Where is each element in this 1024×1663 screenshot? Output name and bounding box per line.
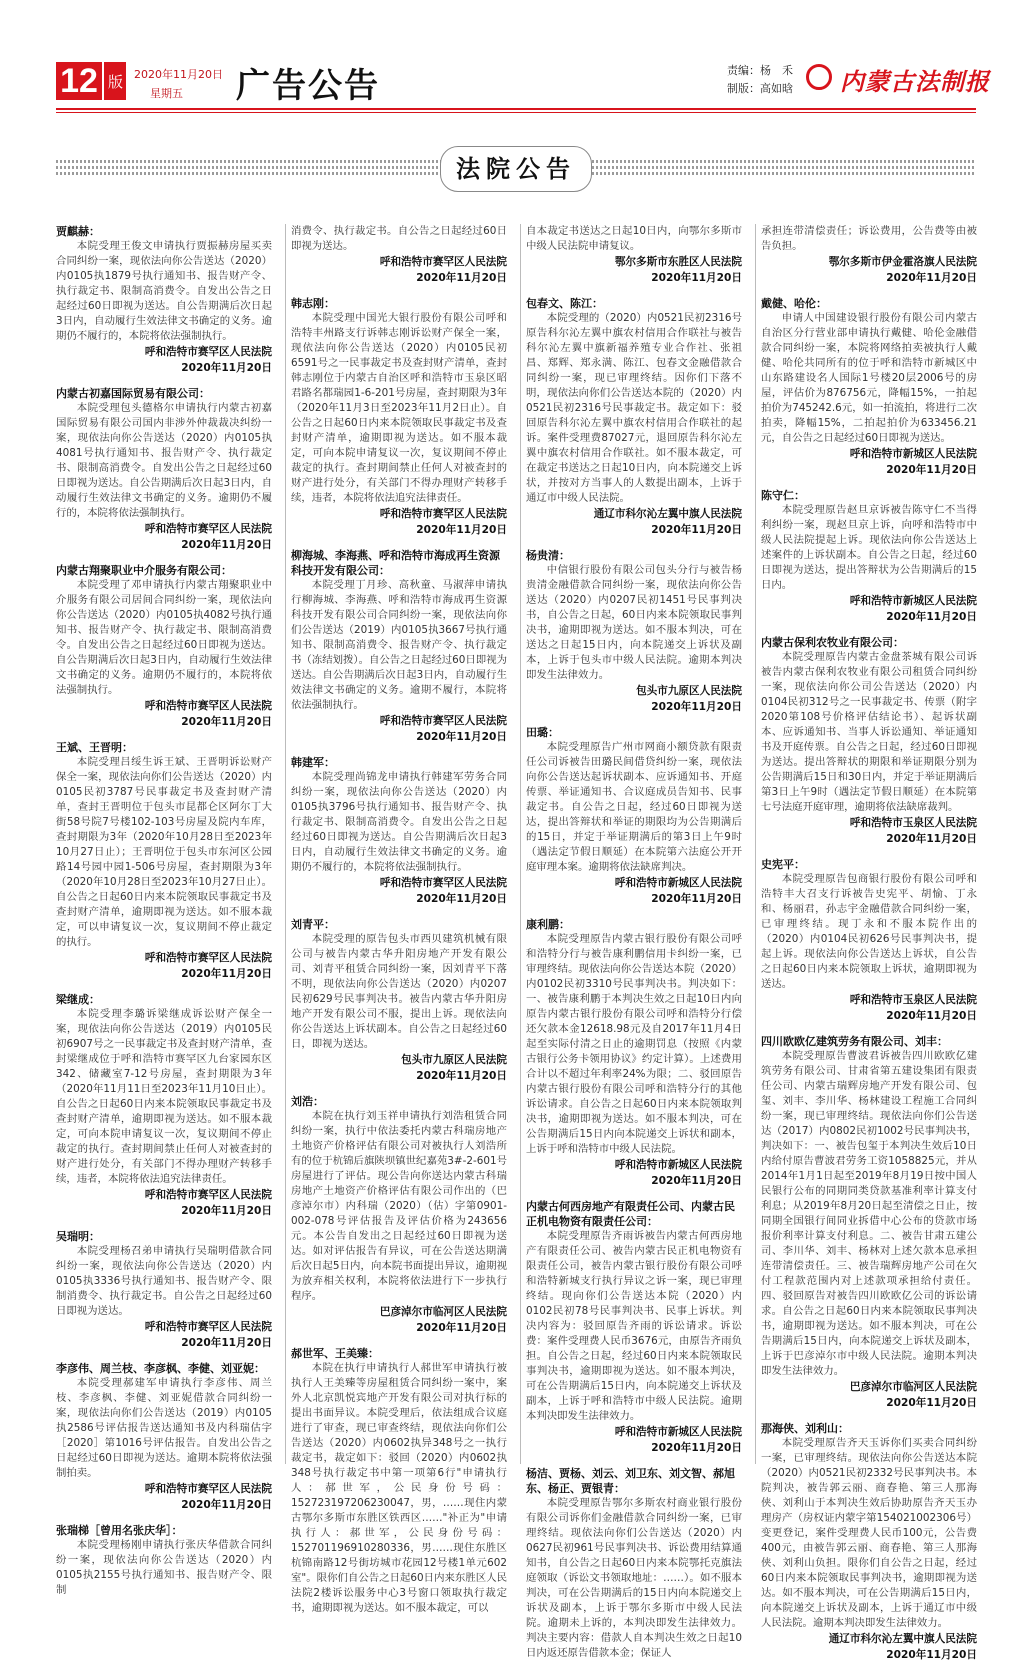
notice-date: 2020年11月20日 bbox=[886, 1649, 977, 1661]
court-notice bbox=[291, 224, 507, 286]
notice-body: 本院受理吕绥生诉王斌、王晋明诉讼财产保全一案，现依法向你们公告送达（2020）内0105民初3787号民事裁定书及查封财产清单，查封王晋明位于包头市昆都仑区阿尔丁大街58号院7号楼102-103号房屋及院内车库，查封期限为3年（2020年10月28日至2023年10月27日止）；王晋明位于包头市东河区公园路14号园中园1-506号房屋，查封期限为3年（2020年10月28日至2023年10月27日止）。自公告之日起60日内来本院领取民事裁定书及查封财产清单，逾期即视为送达。如不服本裁定，可以申请复议一次，复议期间不停止裁定的执行。 bbox=[56, 756, 272, 948]
notice-date: 2020年11月20日 bbox=[181, 362, 272, 374]
notice-party: 内蒙古保利农牧业有限公司： bbox=[761, 636, 904, 649]
court-notice bbox=[291, 755, 507, 907]
notice-body: 本院受理的原告包头市西贝建筑机械有限公司与被告内蒙古华升阳房地产开发有限公司、刘青平租赁合同纠纷一案，因刘青平下落不明，现依法向你公告送达（2020）内0207民初629号民事判决书。被告内蒙古华升阳房地产开发有限公司不服，提出上诉。现依法向你公告送达上诉状副本。自公告之日起经过60日，即视为送达。 bbox=[291, 933, 507, 1050]
notice-body: 本院受理尚锦龙申请执行韩建军劳务合同纠纷一案，现依法向你公告送达（2020）内0105执3796号执行通知书、报告财产令、执行裁定书、限制高消费令。自发出公告之日起经过60日即视为送达。自公告期满后次日起3日内，自动履行生效法律文书确定的义务。逾期仍不履行的，本院将依法强制执行。 bbox=[291, 771, 507, 873]
column-divider bbox=[520, 224, 521, 1464]
notice-date: 2020年11月20日 bbox=[886, 1397, 977, 1409]
court-notice bbox=[56, 224, 272, 376]
notice-court: 包头市九原区人民法院 bbox=[636, 685, 742, 697]
notice-party: 内蒙古何西房地产有限责任公司、内蒙古民正机电物资有限责任公司： bbox=[526, 1200, 735, 1228]
notice-date: 2020年11月20日 bbox=[181, 1205, 272, 1217]
notice-date: 2020年11月20日 bbox=[416, 1322, 507, 1334]
notice-party: 韩建军： bbox=[291, 756, 335, 769]
notice-date: 2020年11月20日 bbox=[651, 524, 742, 536]
notice-date: 2020年11月20日 bbox=[416, 893, 507, 905]
producer-credit: 制版：高如晗 bbox=[727, 82, 793, 95]
notice-body: 本院受理原告内蒙古金盘茶城有限公司诉被告内蒙古保利农牧业有限公司租赁合同纠纷一案，现依法向你公司公告送达（2020）内0104民初312号之一民事裁定书、传票（附字2020第108号价格评估结论书）、起诉状副本、应诉通知书、当事人诉讼通知、举证通知书及开庭传票。自公告之日起，经过60日即视为送达。提出答辩状的期限和举证期限分别为公告期满后15日和30日内，并定于举证期满后第3日上午9时（遇法定节假日顺延）在本院第七号法庭开庭审理，逾期将依法缺席裁判。 bbox=[761, 651, 977, 813]
notice-body: 本院受理中国光大银行股份有限公司呼和浩特丰州路支行诉韩志刚诉讼财产保全一案，现依法向你公告送达（2020）内0105民初6591号之一民事裁定书及查封财产清单，查封韩志刚位于内蒙古自治区呼和浩特市玉泉区昭君路名都瑞园1-6-201号房屋，查封期限为3年（2020年11月3日至2023年11月2日止）。自公告之日起60日内来本院领取民事裁定书及查封财产清单，逾期即视为送达。如不服本裁定，可向本院申请复议一次，复议期间不停止裁定的执行。查封期间禁止任何人对被查封的财产进行处分，有关部门不得办理财产转移手续，违者，本院将依法追究法律责任。 bbox=[291, 312, 507, 504]
notice-party: 戴健、哈伦： bbox=[761, 297, 827, 310]
notice-court: 呼和浩特市新城区人民法院 bbox=[614, 1159, 742, 1171]
court-notice bbox=[291, 296, 507, 538]
notice-court: 鄂尔多斯市伊金霍洛旗人民法院 bbox=[828, 256, 977, 268]
notice-body: 本院在执行申请执行人郝世军申请执行被执行人王美臻等房屋租赁合同纠纷一案中，案外人北京凯悦宾地产开发有限公司对执行标的提出书面异议。本院受理后，依法组成合议庭进行了审查，现已审查终结，现依法向你们公告送达（2020）内0602执异348号之一执行裁定书，裁定如下：驳回（2020）内0602执348号执行裁定书中第一项第6行"申请执行人：郝世军，公民身份号码：152723197206230047，男，……现住内蒙古鄂尔多斯市东胜区铁西区……"补正为"申请执行人：郝世军，公民身份号码：152701196910280336，男……现住东胜区杭锦南路12号街坊城市花园12号楼1单元602室"。限你们自公告之日起60日内来东胜区人民法院2楼诉讼服务中心3号窗口领取执行裁定书，逾期即视为送达。如不服本裁定，可以 bbox=[291, 1362, 507, 1614]
notice-body: 本院受理丁月珍、高秋童、马淑萍申请执行柳海城、李海燕、呼和浩特市海成再生资源科技开发有限公司合同纠纷一案，现依法向你们公告送达（2019）内0105执3667号执行通知书、限制高消费令、报告财产令、执行裁定书（冻结划拨）。自公告之日起经过60日即视为送达。自公告期满后次日起3日内，自动履行生效法律文书确定的义务。逾期不履行，本院将依法强制执行。 bbox=[291, 579, 507, 711]
notice-party: 刘浩： bbox=[291, 1095, 324, 1108]
notice-column-3 bbox=[526, 224, 742, 1659]
notice-party: 贾麒赫： bbox=[56, 225, 100, 238]
court-notice bbox=[526, 548, 742, 715]
notice-body: 本院受理李璐诉梁继成诉讼财产保全一案，现依法向你公告送达（2019）内0105民初6907号之一民事裁定书及查封财产清单，查封梁继成位于呼和浩特市赛罕区九台家园东区342、储藏室7-12号房屋，查封期限为3年（2020年11月11日至2023年11月10日止）。自公告之日起60日内来本院领取民事裁定书及查封财产清单，逾期即视为送达。如不服本裁定，可向本院申请复议一次，复议期间不停止裁定的执行。查封期间禁止任何人对被查封的财产进行处分，有关部门不得办理财产转移手续，违者，本院将依法追究法律责任。 bbox=[56, 1008, 272, 1185]
notice-body: 承担连带清偿责任；诉讼费用，公告费等由被告负担。 bbox=[761, 225, 977, 252]
logo-emblem-icon bbox=[806, 64, 832, 90]
court-notice bbox=[761, 296, 977, 478]
notice-party: 郝世军、王美臻： bbox=[291, 1347, 379, 1360]
editor-credit: 责编：杨 禾 bbox=[727, 64, 793, 77]
court-notice bbox=[291, 1346, 507, 1616]
notice-court: 呼和浩特市新城区人民法院 bbox=[614, 877, 742, 889]
notice-party: 梁继成： bbox=[56, 993, 100, 1006]
notice-body: 本院受理原告广州市网商小额贷款有限责任公司诉被告田璐民间借贷纠纷一案，现依法向你公告送达起诉状副本、应诉通知书、开庭传票、举证通知书、合议庭成员告知书、民事裁定书。自公告之日起，经过60日即视为送达，提出答辩状和举证的期限均为公告期满后的15日，并定于举证期满后的第3日上午9时（遇法定节假日顺延）在本院第六法庭公开开庭审理本案。逾期将依法缺席判决。 bbox=[526, 741, 742, 873]
notice-date: 2020年11月20日 bbox=[416, 272, 507, 284]
notice-body: 本院受理了邓申请执行内蒙古翔聚职业中介服务有限公司居间合同纠纷一案，现依法向你公告送达（2020）内0105执4082号执行通知书、报告财产令、执行裁定书、限制高消费令。自发出公告之日起经过60日即视为送达。自公告期满后次日起3日内，自动履行生效法律文书确定的义务。逾期仍不履行的，本院将依法强制执行。 bbox=[56, 579, 272, 696]
court-notice bbox=[761, 635, 977, 847]
court-notice bbox=[526, 725, 742, 907]
court-notice bbox=[56, 1523, 272, 1598]
column-divider bbox=[285, 224, 286, 1464]
notice-court: 鄂尔多斯市东胜区人民法院 bbox=[614, 256, 742, 268]
court-notice bbox=[761, 1034, 977, 1411]
notice-court: 呼和浩特市玉泉区人民法院 bbox=[849, 994, 977, 1006]
notice-party: 王斌、王晋明： bbox=[56, 741, 133, 754]
notice-date: 2020年11月20日 bbox=[181, 539, 272, 551]
notice-court: 呼和浩特市玉泉区人民法院 bbox=[849, 817, 977, 829]
notice-body: 本院在执行刘玉祥申请执行刘浩租赁合同纠纷一案，执行中依法委托内蒙古科瑞房地产土地资产价格评估有限公司对被执行人刘浩所有的位于杭锦后旗陕坝镇世纪嘉苑3#-2-601号房屋进行了评估。现公告向你送达内蒙古科瑞房地产土地资产价格评估有限公司作出的（巴彦淖尔市）内科瑞（2020）（估）字第0901-002-078号评估报告及评估价格为243656元。本公告自发出之日起经过60日即视为送达。如对评估报告有异议，可在公告送达期满后次日起5日内，向本院书面提出异议，逾期视为放弃相关权利，本院将依法进行下一步执行程序。 bbox=[291, 1110, 507, 1302]
notice-body: 本院受理原告齐雨诉被告内蒙古何西房地产有限责任公司、被告内蒙古民正机电物资有限责任公司，被告内蒙古银行股份有限公司呼和浩特新城支行执行异议之诉一案，现已审理终结。现向你们公告送达本院（2020）内0102民初78号民事判决书、民事上诉状。判决内容为：驳回原告齐雨的诉讼请求。诉讼费：案件受理费人民币3676元，由原告齐雨负担。自公告之日起，经过60日内来本院领取民事判决书，逾期即视为送达。如不服本判决，可在公告期满后15日内，向本院递交上诉状及副本，上诉于呼和浩特市中级人民法院。逾期本判决即发生法律效力。 bbox=[526, 1230, 742, 1422]
notice-party: 包春文、陈江： bbox=[526, 297, 603, 310]
notice-date: 2020年11月20日 bbox=[886, 611, 977, 623]
notice-court: 呼和浩特市赛罕区人民法院 bbox=[379, 508, 507, 520]
court-notice bbox=[526, 917, 742, 1189]
notice-party: 陈守仁： bbox=[761, 489, 805, 502]
notice-party: 李彦伟、周兰枝、李彦枫、李健、刘亚妮： bbox=[56, 1362, 265, 1375]
newspaper-name: 内蒙古法制报 bbox=[840, 67, 990, 96]
newspaper-logo bbox=[806, 60, 991, 94]
notice-party: 吴瑞明： bbox=[56, 1230, 100, 1243]
issue-weekday: 星期五 bbox=[150, 87, 183, 100]
notice-party: 柳海城、李海燕、呼和浩特市海成再生资源科技开发有限公司： bbox=[291, 549, 500, 577]
court-notice bbox=[56, 992, 272, 1219]
notice-date: 2020年11月20日 bbox=[181, 716, 272, 728]
court-notice bbox=[761, 488, 977, 625]
notice-court: 呼和浩特市赛罕区人民法院 bbox=[379, 715, 507, 727]
court-notice bbox=[56, 1361, 272, 1513]
notice-date: 2020年11月20日 bbox=[181, 968, 272, 980]
notice-body: 中信银行股份有限公司包头分行与被告杨贵清金融借款合同纠纷一案，现依法向你公告送达（2020）内0207民初1451号民事判决书，自公告之日起，60日内来本院领取民事判决书，逾期即视为送达。如不服本判决，可在送达之日起15日内，向本院递交上诉状及副本，上诉于包头市中级人民法院。逾期本判决即发生法律效力。 bbox=[526, 564, 742, 681]
court-notice bbox=[291, 917, 507, 1084]
court-notice bbox=[291, 548, 507, 745]
notice-court: 呼和浩特市赛罕区人民法院 bbox=[144, 346, 272, 358]
notice-party: 田璐： bbox=[526, 726, 559, 739]
court-notice bbox=[526, 296, 742, 538]
notice-date: 2020年11月20日 bbox=[181, 1499, 272, 1511]
notice-date: 2020年11月20日 bbox=[886, 464, 977, 476]
court-notice bbox=[56, 740, 272, 982]
notice-body: 本院受理杨召弟申请执行吴瑞明借款合同纠纷一案，现依法向你公告送达（2020）内0105执3336号执行通知书、报告财产令、限制消费令、执行裁定书。自公告之日起经过60日即视为送达。 bbox=[56, 1245, 272, 1317]
court-notice bbox=[526, 1199, 742, 1456]
notice-date: 2020年11月20日 bbox=[416, 1070, 507, 1082]
notice-body: 本院受理的（2020）内0521民初2316号原告科尔沁左翼中旗农村信用合作联社与被告科尔沁左翼中旗新福养殖专业合作社、张祖昌、郑辉、郑永满、陈江、包春文金融借款合同纠纷一案，现已审理终结。因你们下落不明，现依法向你们公告送达本院的（2020）内0521民初2316号民事裁定书。裁定如下：驳回原告科尔沁左翼中旗农村信用合作联社的起诉。案件受理费87027元，退回原告科尔沁左翼中旗农村信用合作联社。如不服本裁定，可在裁定书送达之日起10日内，向本院递交上诉状，并按对方当事人的人数提出副本，上诉于通辽市中级人民法院。 bbox=[526, 312, 742, 504]
notice-court: 包头市九原区人民法院 bbox=[401, 1054, 507, 1066]
notice-court: 呼和浩特市新城区人民法院 bbox=[849, 595, 977, 607]
notice-body: 申请人中国建设银行股份有限公司内蒙古自治区分行营业部申请执行戴健、哈伦金融借款合同纠纷一案，本院将网络拍卖被执行人戴健、哈伦共同所有的位于呼和浩特市新城区中山东路建设名人国际1号楼20层2006号的房屋，评估价为876756元，降幅15%，一拍起拍价为745242.6元，如一拍流拍，将进行二次拍卖，降幅15%，二拍起拍价为633456.21元，自公告之日起经过60日即视为送达。 bbox=[761, 312, 977, 444]
notice-court: 呼和浩特市赛罕区人民法院 bbox=[144, 952, 272, 964]
issue-date: 2020年11月20日 bbox=[134, 68, 223, 81]
court-notice bbox=[761, 224, 977, 286]
notice-column-2 bbox=[291, 224, 507, 1614]
notice-date: 2020年11月20日 bbox=[416, 731, 507, 743]
notice-date: 2020年11月20日 bbox=[651, 272, 742, 284]
notice-body: 本院受理原告赵旦京诉被告陈守仁不当得利纠纷一案，现赵旦京上诉，向呼和浩特市中级人民法院提起上诉。现依法向你公告送达上述案件的上诉状副本。自公告之日起，经过60日即视为送达，提出答辩状为公告期满后的15日内。 bbox=[761, 504, 977, 591]
notice-court: 巴彦淖尔市临河区人民法院 bbox=[849, 1381, 977, 1393]
notice-date: 2020年11月20日 bbox=[886, 272, 977, 284]
notice-party: 杨洁、贾杨、刘云、刘卫东、刘文智、郝旭东、杨正、贾银青： bbox=[526, 1467, 735, 1495]
notice-court: 呼和浩特市赛罕区人民法院 bbox=[144, 1483, 272, 1495]
notice-date: 2020年11月20日 bbox=[651, 1442, 742, 1454]
notice-party: 史宪平： bbox=[761, 858, 805, 871]
notice-date: 2020年11月20日 bbox=[651, 1175, 742, 1187]
notice-court: 呼和浩特市赛罕区人民法院 bbox=[379, 877, 507, 889]
notice-party: 刘青平： bbox=[291, 918, 335, 931]
section-title: 广告公告 bbox=[236, 66, 380, 106]
notice-columns bbox=[56, 224, 977, 1661]
notice-column-1 bbox=[56, 224, 272, 1596]
masthead-rule bbox=[56, 108, 976, 110]
notice-date: 2020年11月20日 bbox=[416, 524, 507, 536]
court-notice bbox=[526, 1466, 742, 1661]
masthead bbox=[0, 0, 1024, 120]
notice-party: 杨贵清： bbox=[526, 549, 570, 562]
notice-court: 巴彦淖尔市临河区人民法院 bbox=[379, 1306, 507, 1318]
notice-date: 2020年11月20日 bbox=[651, 893, 742, 905]
court-notice bbox=[526, 224, 742, 286]
notice-date: 2020年11月20日 bbox=[886, 833, 977, 845]
notice-party: 内蒙古翔聚职业中介服务有限公司： bbox=[56, 564, 232, 577]
notice-body: 本院受理郝建军申请执行李彦伟、周兰枝、李彦枫、李健、刘亚妮借款合同纠纷一案，现依法向你们公告送达（2019）内0105执2586号评估报告送达通知书及内科瑞估字［2020］第1016号评估报告。自发出公告之日起经过60日即视为送达。逾期本院将依法强制拍卖。 bbox=[56, 1377, 272, 1479]
notice-court: 通辽市科尔沁左翼中旗人民法院 bbox=[828, 1633, 977, 1645]
court-notice bbox=[56, 1229, 272, 1351]
notice-date: 2020年11月20日 bbox=[181, 1337, 272, 1349]
notice-body: 本院受理王俊文申请执行贾振赫房屋买卖合同纠纷一案，现依法向你公告送达（2020）内0105执1879号执行通知书、报告财产令、执行裁定书、限制高消费令。自发出公告之日起经过60日即视为送达。自公告期满后次日起3日内，自动履行生效法律文书确定的义务。逾期仍不履行的，本院将依法强制执行。 bbox=[56, 240, 272, 342]
notice-body: 本院受理包头德格尔申请执行内蒙古初嘉国际贸易有限公司国内非涉外仲裁裁决纠纷一案，现依法向你公告送达（2020）内0105执4081号执行通知书、报告财产令、执行裁定书、限制高消费令。自发出公告之日起经过60日即视为送达。自公告期满后次日起3日内，自动履行生效法律文书确定的义务。逾期仍不履行的，本院将依法强制执行。 bbox=[56, 402, 272, 519]
notice-court: 呼和浩特市新城区人民法院 bbox=[614, 1426, 742, 1438]
notice-body: 本院受理原告曹波君诉被告四川欧欧亿建筑劳务有限公司、甘肃省第五建设集团有限责任公司、内蒙古瑞辉房地产开发有限公司、包玺、刘丰、李川华、杨林建设工程施工合同纠纷一案，现已审理终结。现依法向你们公告送达（2017）内0802民初1002号民事判决书，判决如下：一、被告包玺于本判决生效后10日内给付原告曹波君劳务工资1058825元，并从2014年1月1日起至2019年8月19日按中国人民银行公布的同期同类贷款基准利率计算支付利息；从2019年8月20日起至清偿之日止，按同期全国银行间同业拆借中心公布的贷款市场报价利率计算支付利息。二、被告甘肃五建公司、李川华、刘丰、杨林对上述欠款本息承担连带清偿责任。三、被告瑞辉房地产公司在欠付工程款范围内对上述款项承担给付责任。四、驳回原告对被告四川欧欧亿公司的诉讼请求。自公告之日起60日内来本院领取民事判决书，逾期即视为送达。如不服本判决，可在公告期满后15日内，向本院递交上诉状及副本，上诉于巴彦淖尔市中级人民法院。逾期本判决即发生法律效力。 bbox=[761, 1050, 977, 1377]
court-notice bbox=[761, 1421, 977, 1663]
notice-court: 呼和浩特市赛罕区人民法院 bbox=[144, 1189, 272, 1201]
court-notice bbox=[56, 386, 272, 553]
court-notice bbox=[56, 563, 272, 730]
notice-court: 呼和浩特市赛罕区人民法院 bbox=[379, 256, 507, 268]
court-notice bbox=[761, 857, 977, 1024]
page-number: 12 bbox=[56, 62, 102, 100]
notice-body: 自本裁定书送达之日起10日内，向鄂尔多斯市中级人民法院申请复议。 bbox=[526, 225, 742, 252]
column-divider bbox=[755, 224, 756, 1464]
notice-body: 本院受理原告齐天玉诉你们买卖合同纠纷一案，已审理终结。现依法向你公告送达本院（2020）内0521民初2332号民事判决书。本院判决，被告郭云丽、商春艳、第三人那海侠、刘利山于本判决生效后协助原告齐天玉办理房产（房权证内蒙字第154021002306号）变更登记，案件受理费人民币100元，公告费400元，由被告郭云丽、商春艳、第三人那海侠、刘利山负担。限你们自公告之日起，经过60日内来本院领取民事判决书，逾期即视为送达。如不服本判决，可在公告期满后15日内，向本院递交上诉状及副本，上诉于通辽市中级人民法院。逾期本判决即发生法律效力。 bbox=[761, 1437, 977, 1629]
notice-body: 本院受理杨刚申请执行张庆华借款合同纠纷一案，现依法向你公告送达（2020）内0105执2155号执行通知书、报告财产令、限制 bbox=[56, 1539, 272, 1596]
banner-title: 法院公告 bbox=[440, 146, 592, 192]
notice-party: 那海侠、刘利山： bbox=[761, 1422, 849, 1435]
notice-body: 消费令、执行裁定书。自公告之日起经过60日即视为送达。 bbox=[291, 225, 507, 252]
notice-court: 呼和浩特市赛罕区人民法院 bbox=[144, 700, 272, 712]
notice-party: 康利鹏： bbox=[526, 918, 570, 931]
notice-court: 通辽市科尔沁左翼中旗人民法院 bbox=[593, 508, 742, 520]
court-notice bbox=[291, 1094, 507, 1336]
notice-date: 2020年11月20日 bbox=[651, 701, 742, 713]
notice-body: 本院受理原告内蒙古银行股份有限公司呼和浩特分行与被告康利鹏信用卡纠纷一案，已审理终结。现依法向你公告送达本院（2020）内0102民初3310号民事判决书。判决如下：一、被告康利鹏于本判决生效之日起10日内向原告内蒙古银行股份有限公司呼和浩特分行偿还欠款本金12618.98元及自2017年11月4日起至实际付清之日止的逾期罚息（按照《内蒙古银行公务卡领用协议》约定计算）。上述费用合计以不超过年利率24%为限；二、驳回原告内蒙古银行股份有限公司呼和浩特分行的其他诉讼请求。自公告之日起60日内来本院领取判决书，逾期即视为送达。如不服本判决，可在公告期满后15日内向本院递交上诉状和副本，上诉于呼和浩特市中级人民法院。 bbox=[526, 933, 742, 1155]
notice-court: 呼和浩特市赛罕区人民法院 bbox=[144, 523, 272, 535]
notice-body: 本院受理原告包商银行股份有限公司呼和浩特丰大召支行诉被告史宪平、胡愉、丁永和、杨丽君，孙志宇金融借款合同纠纷一案，已审理终结。现丁永和不服本院作出的（2020）内0104民初626号民事判决书，提起上诉。现依法向你公告送达上诉状，自公告之日起60日内来本院领取上诉状，逾期即视为送达。 bbox=[761, 873, 977, 990]
masthead-rule-thin bbox=[56, 112, 976, 113]
notice-party: 张瑞梯［曾用名张庆华］： bbox=[56, 1524, 183, 1537]
page-edition-label: 版 bbox=[104, 62, 126, 100]
notice-party: 四川欧欧亿建筑劳务有限公司、刘丰： bbox=[761, 1035, 948, 1048]
notice-date: 2020年11月20日 bbox=[886, 1010, 977, 1022]
notice-court: 呼和浩特市新城区人民法院 bbox=[849, 448, 977, 460]
notice-party: 韩志刚： bbox=[291, 297, 335, 310]
court-notice-banner bbox=[56, 146, 976, 192]
notice-body: 本院受理原告鄂尔多斯农村商业银行股份有限公司诉你们金融借款合同纠纷一案，已审理终结。现依法向你们公告送达（2020）内0627民初961号民事判决书、诉讼费用结算通知书，自公告之日起60日内来本院鄂托克旗法庭领取（诉讼文书领取地址：……）。如不服本判决，可在公告期满后的15日内向本院递交上诉状及副本，上诉于鄂尔多斯市中级人民法院。逾期未上诉的，本判决即发生法律效力。判决主要内容：借款人自本判决生效之日起10日内返还原告借款本金；保证人 bbox=[526, 1497, 742, 1659]
notice-column-4 bbox=[761, 224, 977, 1661]
notice-court: 呼和浩特市赛罕区人民法院 bbox=[144, 1321, 272, 1333]
notice-party: 内蒙古初嘉国际贸易有限公司： bbox=[56, 387, 210, 400]
